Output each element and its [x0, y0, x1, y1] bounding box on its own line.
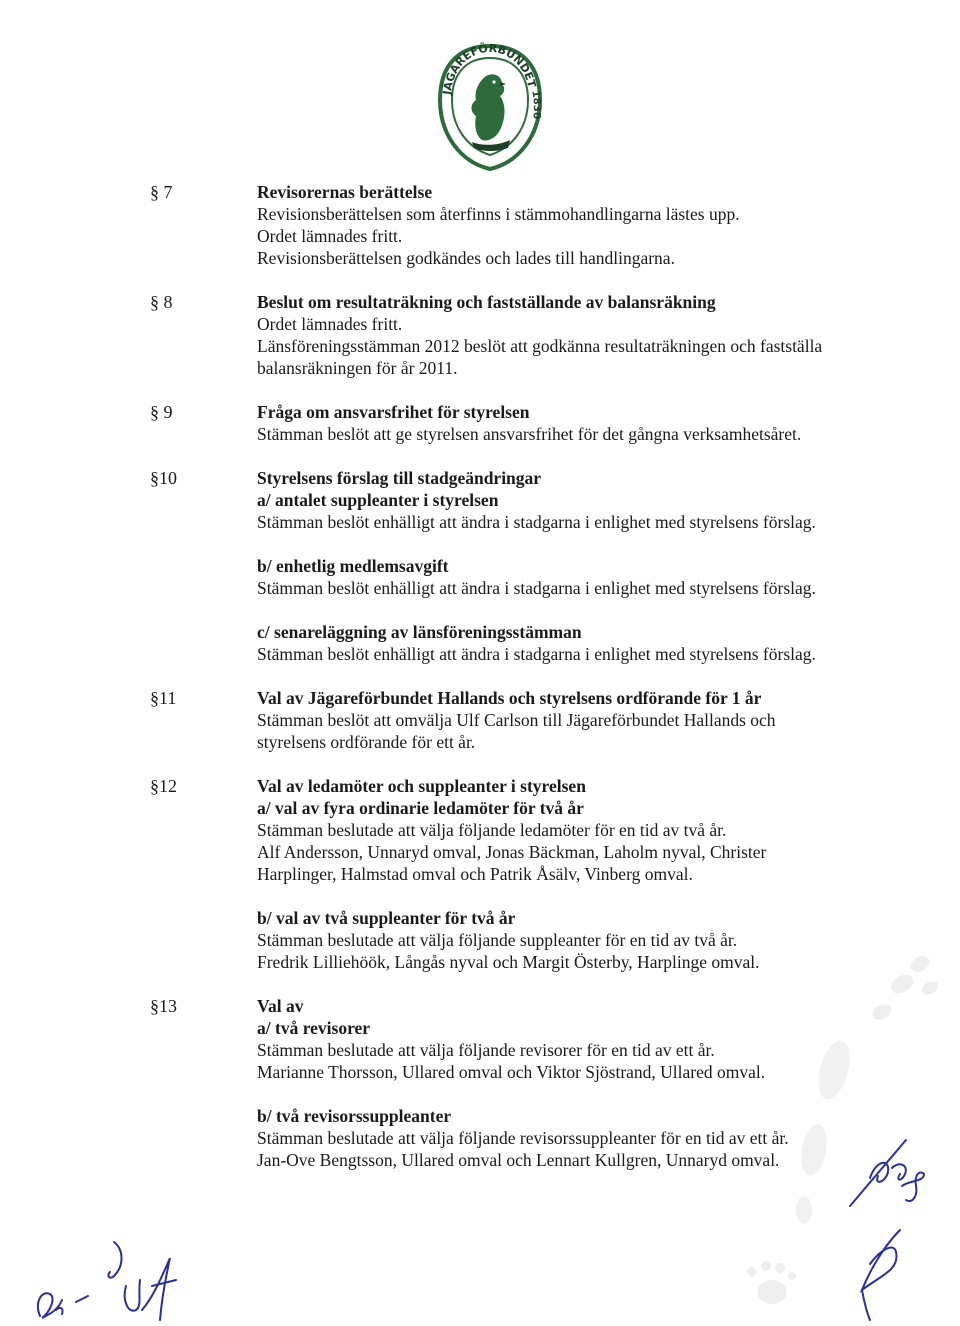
body-text-line: balansräkningen för år 2011.: [257, 358, 458, 378]
section-block: [257, 181, 917, 269]
body-text-line: Stämman beslöt att omvälja Ulf Carlson till Jägareförbundet Hallands och: [257, 710, 776, 730]
section-heading: Revisorernas berättelse: [257, 182, 433, 202]
section: [0, 467, 960, 665]
section-number: § 7: [150, 182, 173, 202]
logo-year-text: 1830: [529, 89, 543, 120]
section-heading: Val av: [257, 996, 304, 1016]
section-heading: Val av Jägareförbundet Hallands och styrelsens ordförande för 1 år: [257, 688, 762, 708]
section-heading: Val av ledamöter och suppleanter i styrelsen: [257, 776, 586, 796]
section-block: [257, 775, 917, 885]
section-number: § 9: [150, 402, 173, 422]
body-text-line: Ordet lämnades fritt.: [257, 314, 403, 334]
section-block: [257, 555, 917, 599]
section-number: §10: [150, 468, 177, 488]
signature-initials-right: [840, 1130, 940, 1325]
body-text-line: Länsföreningsstämman 2012 beslöt att godkänna resultaträkningen och fastställa: [257, 336, 823, 356]
body-text-line: Ordet lämnades fritt.: [257, 226, 403, 246]
body-text-line: Harplinger, Halmstad omval och Patrik Åsälv, Vinberg omval.: [257, 864, 693, 884]
body-text-line: Alf Andersson, Unnaryd omval, Jonas Bäckman, Laholm nyval, Christer: [257, 842, 767, 862]
body-text-line: Stämman beslutade att välja följande revisorssuppleanter för en tid av ett år.: [257, 1128, 789, 1148]
section-block: [257, 401, 917, 445]
section-block: [257, 687, 917, 753]
section-body: [257, 775, 917, 973]
section-block: [257, 621, 917, 665]
body-text-line: Revisionsberättelsen godkändes och lades till handlingarna.: [257, 248, 675, 268]
section-heading: c/ senareläggning av länsföreningsstämman: [257, 622, 582, 642]
body-text-line: Stämman beslöt enhälligt att ändra i stadgarna i enlighet med styrelsens förslag.: [257, 578, 816, 598]
body-text-line: Stämman beslöt enhälligt att ändra i stadgarna i enlighet med styrelsens förslag.: [257, 644, 816, 664]
section: [0, 401, 960, 445]
body-text-line: Marianne Thorsson, Ullared omval och Viktor Sjöstrand, Ullared omval.: [257, 1062, 766, 1082]
section-block: [257, 907, 917, 973]
section-number: §13: [150, 996, 177, 1016]
section-block: [257, 291, 917, 379]
section-heading: Styrelsens förslag till stadgeändringar: [257, 468, 542, 488]
section-subheading: a/ två revisorer: [257, 1018, 371, 1038]
body-text-line: Stämman beslutade att välja följande revisorer för en tid av ett år.: [257, 1040, 715, 1060]
paw-print-icon: [740, 1258, 810, 1313]
section: [0, 291, 960, 379]
section-body: [257, 467, 917, 665]
body-text-line: Stämman beslutade att välja följande ledamöter för en tid av två år.: [257, 820, 727, 840]
section-number: §12: [150, 776, 177, 796]
logo-name-text: JÄGAREFÖRBUNDET: [440, 42, 539, 96]
section: [0, 687, 960, 753]
section-heading: Beslut om resultaträkning och fastställande av balansräkning: [257, 292, 716, 312]
body-text-line: Stämman beslöt enhälligt att ändra i stadgarna i enlighet med styrelsens förslag.: [257, 512, 816, 532]
section: [0, 775, 960, 973]
section-number: § 8: [150, 292, 173, 312]
section-heading: Fråga om ansvarsfrihet för styrelsen: [257, 402, 530, 422]
body-text-line: Stämman beslutade att välja följande suppleanter för en tid av två år.: [257, 930, 738, 950]
body-text-line: Jan-Ove Bengtsson, Ullared omval och Lennart Kullgren, Unnaryd omval.: [257, 1150, 780, 1170]
section-heading: b/ val av två suppleanter för två år: [257, 908, 516, 928]
section-body: [257, 401, 917, 445]
body-text-line: Fredrik Lilliehöök, Långås nyval och Margit Österby, Harplinge omval.: [257, 952, 760, 972]
body-text-line: Stämman beslöt att ge styrelsen ansvarsfrihet för det gångna verksamhetsåret.: [257, 424, 802, 444]
section-body: [257, 687, 917, 753]
signature-initials-left: [30, 1236, 195, 1326]
section: [0, 181, 960, 269]
body-text-line: Revisionsberättelsen som återfinns i stämmohandlingarna lästes upp.: [257, 204, 740, 224]
section-body: [257, 291, 917, 379]
jagareforbundet-logo: [436, 42, 544, 172]
section-heading: b/ enhetlig medlemsavgift: [257, 556, 449, 576]
section-body: [257, 181, 917, 269]
paw-print-icon: [860, 950, 950, 1030]
section-block: [257, 467, 917, 533]
section-subheading: a/ val av fyra ordinarie ledamöter för två år: [257, 798, 584, 818]
section-number: §11: [150, 688, 177, 708]
section-subheading: a/ antalet suppleanter i styrelsen: [257, 490, 499, 510]
section-heading: b/ två revisorssuppleanter: [257, 1106, 452, 1126]
body-text-line: styrelsens ordförande för ett år.: [257, 732, 476, 752]
